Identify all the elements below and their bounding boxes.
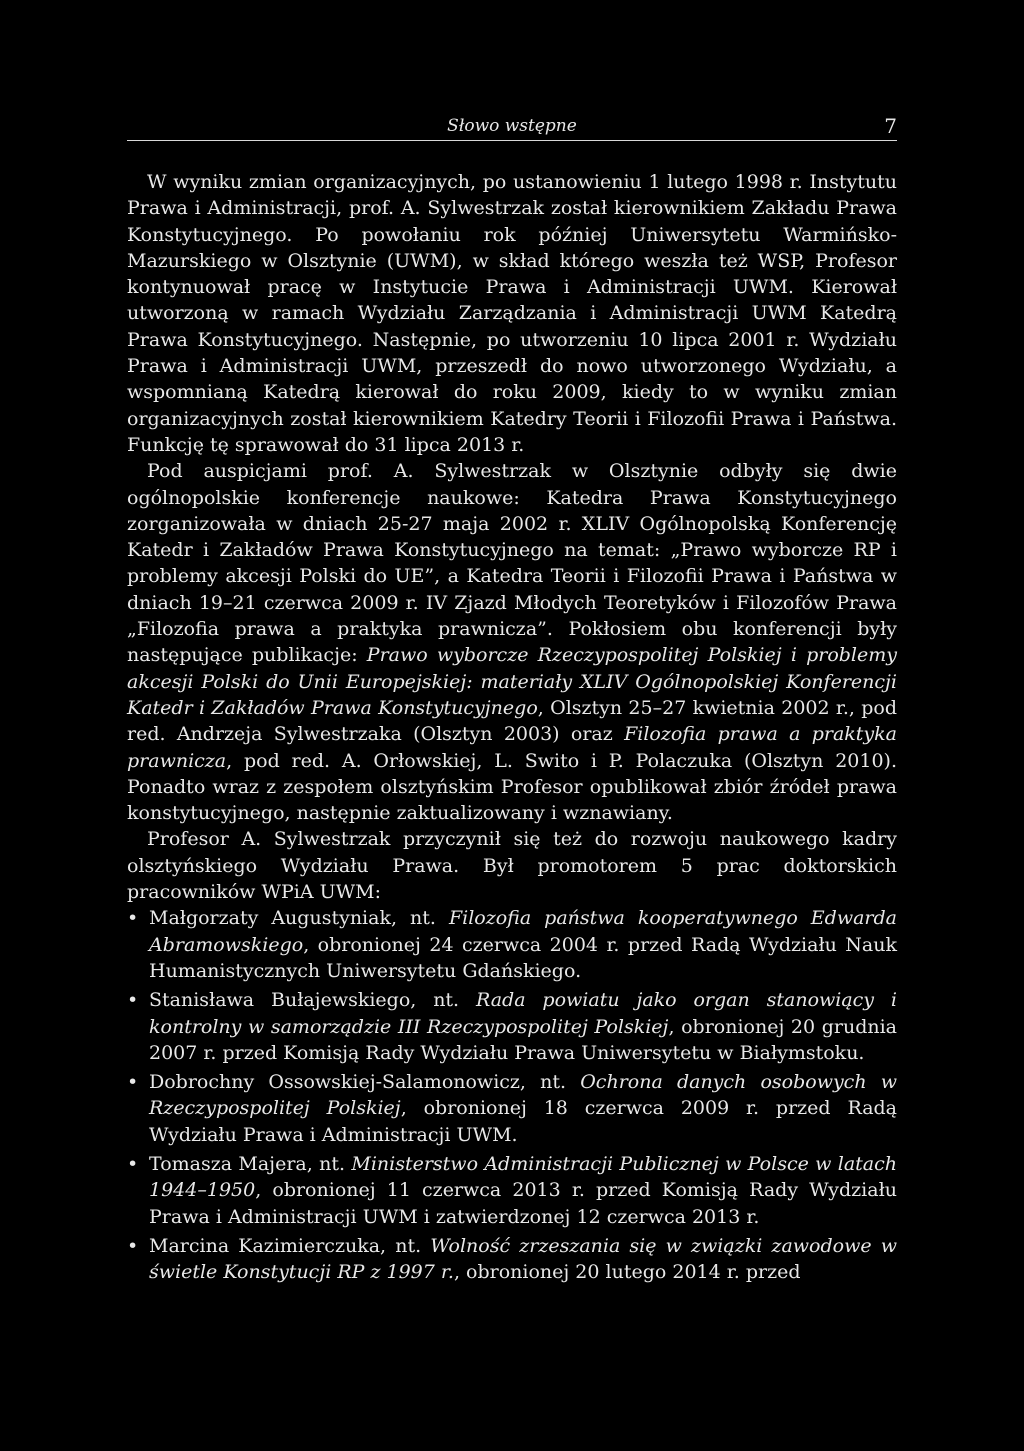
running-header	[127, 108, 897, 141]
list-item-details: , obronionej 18 czerwca 2009 r. przed Radą Wydziału Prawa i Administracji UWM.	[149, 1097, 898, 1146]
list-item-thesis-title: Wolność zrzeszania się w związki zawodowe w świetle Konstytucji RP z 1997 r.	[149, 1234, 897, 1284]
list-item-thesis-title: Filozofia państwa kooperatywnego Edwarda Abramowskiego	[149, 907, 897, 956]
bullet-icon: •	[127, 1152, 139, 1175]
list-item-author: Marcina Kazimierczuka, nt.	[149, 1234, 431, 1257]
bullet-icon: •	[127, 1071, 139, 1094]
paragraph-2-text-a: Pod auspicjami prof. A. Sylwestrzak w Olsztynie odbyły się dwie ogólnopolskie konferencje naukowe: Katedra Prawa Konstytucyjnego zorganizowała w dniach 25-27 maja 2002 r. XLIV Ogólnopolską Konferencję Katedr i Zakładów Prawa Konstytucyjnego na temat: „Prawo wyborcze RP i problemy akcesji Polski do UE”, a Katedra Teorii i Filozofii Prawa i Państwa w dniach 19–21 czerwca 2009 r. IV Zjazd Młodych Teoretyków i Filozofów Prawa „Filozofia prawa a praktyka prawnicza”. Pokłosiem obu konferencji były następujące publikacje:	[127, 460, 897, 667]
list-item-author: Stanisława Bułajewskiego, nt.	[149, 989, 476, 1012]
bullet-icon: •	[127, 989, 139, 1012]
doctoral-theses-list	[127, 905, 897, 1285]
body-text	[127, 169, 897, 1288]
list-item-thesis-title: Ochrona danych osobowych w Rzeczypospolitej Polskiej	[149, 1071, 897, 1120]
paragraph-2-text-c: , Olsztyn 25–27 kwietnia 2002 r., pod red. Andrzeja Sylwestrzaka (Olsztyn 2003) oraz	[127, 696, 898, 746]
list-item-details: , obronionej 20 lutego 2014 r. przed	[453, 1261, 801, 1284]
list-item-details: , obronionej 20 grudnia 2007 r. przed Komisją Rady Wydziału Prawa Uniwersytetu w Białymstoku.	[149, 1015, 897, 1064]
publication-title-2: Filozofia prawa a praktyka prawnicza	[127, 723, 898, 772]
bullet-icon: •	[127, 1234, 139, 1257]
publication-title-1: Prawo wyborcze Rzeczypospolitej Polskiej i problemy akcesji Polski do Unii Europejskiej: materiały XLIV Ogólnopolskiej Konferencji Katedr i Zakładów Prawa Konstytucyjnego	[127, 644, 897, 719]
paragraph-2-text-e: , pod red. A. Orłowskiej, L. Swito i P. Polaczuka (Olsztyn 2010). Ponadto wraz z zespołem olsztyńskim Profesor opublikował zbiór źródeł prawa konstytucyjnego, następnie zaktualizowany i wznawiany.	[127, 749, 897, 825]
bullet-icon: •	[127, 907, 139, 930]
list-item-thesis-title: Ministerstwo Administracji Publicznej w Polsce w latach 1944–1950	[149, 1152, 898, 1202]
page-number: 7	[884, 114, 897, 138]
list-item	[127, 987, 897, 1066]
list-item-thesis-title: Rada powiatu jako organ stanowiący i kontrolny w samorządzie III Rzeczypospolitej Polskiej	[149, 989, 897, 1038]
list-item-author: Małgorzaty Augustyniak, nt.	[149, 907, 449, 930]
list-item	[127, 905, 897, 984]
paragraph-2	[127, 458, 897, 826]
section-title: Słowo wstępne	[447, 116, 577, 136]
list-item-author: Tomasza Majera, nt.	[149, 1152, 352, 1175]
list-item	[127, 1069, 897, 1148]
paragraph-3: Profesor A. Sylwestrzak przyczynił się też do rozwoju naukowego kadry olsztyńskiego Wydziału Prawa. Był promotorem 5 prac doktorskich pracowników WPiA UWM:	[127, 828, 897, 904]
list-item	[127, 1233, 897, 1286]
list-item-details: , obronionej 24 czerwca 2004 r. przed Radą Wydziału Nauk Humanistycznych Uniwersytetu Gdańskiego.	[149, 933, 897, 982]
list-item-details: , obronionej 11 czerwca 2013 r. przed Komisją Rady Wydziału Prawa i Administracji UWM i zatwierdzonej 12 czerwca 2013 r.	[149, 1179, 897, 1228]
list-item	[127, 1151, 897, 1230]
paragraph-1: W wyniku zmian organizacyjnych, po ustanowieniu 1 lutego 1998 r. Instytutu Prawa i Administracji, prof. A. Sylwestrzak został kierownikiem Zakładu Prawa Konstytucyjnego. Po powołaniu rok później Uniwersytetu Warmińsko-Mazurskiego w Olsztynie (UWM), w skład którego weszła też WSP, Profesor kontynuował pracę w Instytucie Prawa i Administracji UWM. Kierował utworzoną w ramach Wydziału Zarządzania i Administracji UWM Katedrą Prawa Konstytucyjnego. Następnie, po utworzeniu 10 lipca 2001 r. Wydziału Prawa i Administracji UWM, przeszedł do nowo utworzonego Wydziału, a wspomnianą Katedrą kierował do roku 2009, kiedy to w wyniku zmian organizacyjnych został kierownikiem Katedry Teorii i Filozofii Prawa i Państwa. Funkcję tę sprawował do 31 lipca 2013 r.	[127, 171, 897, 456]
list-item-author: Dobrochny Ossowskiej-Salamonowicz, nt.	[149, 1071, 581, 1094]
